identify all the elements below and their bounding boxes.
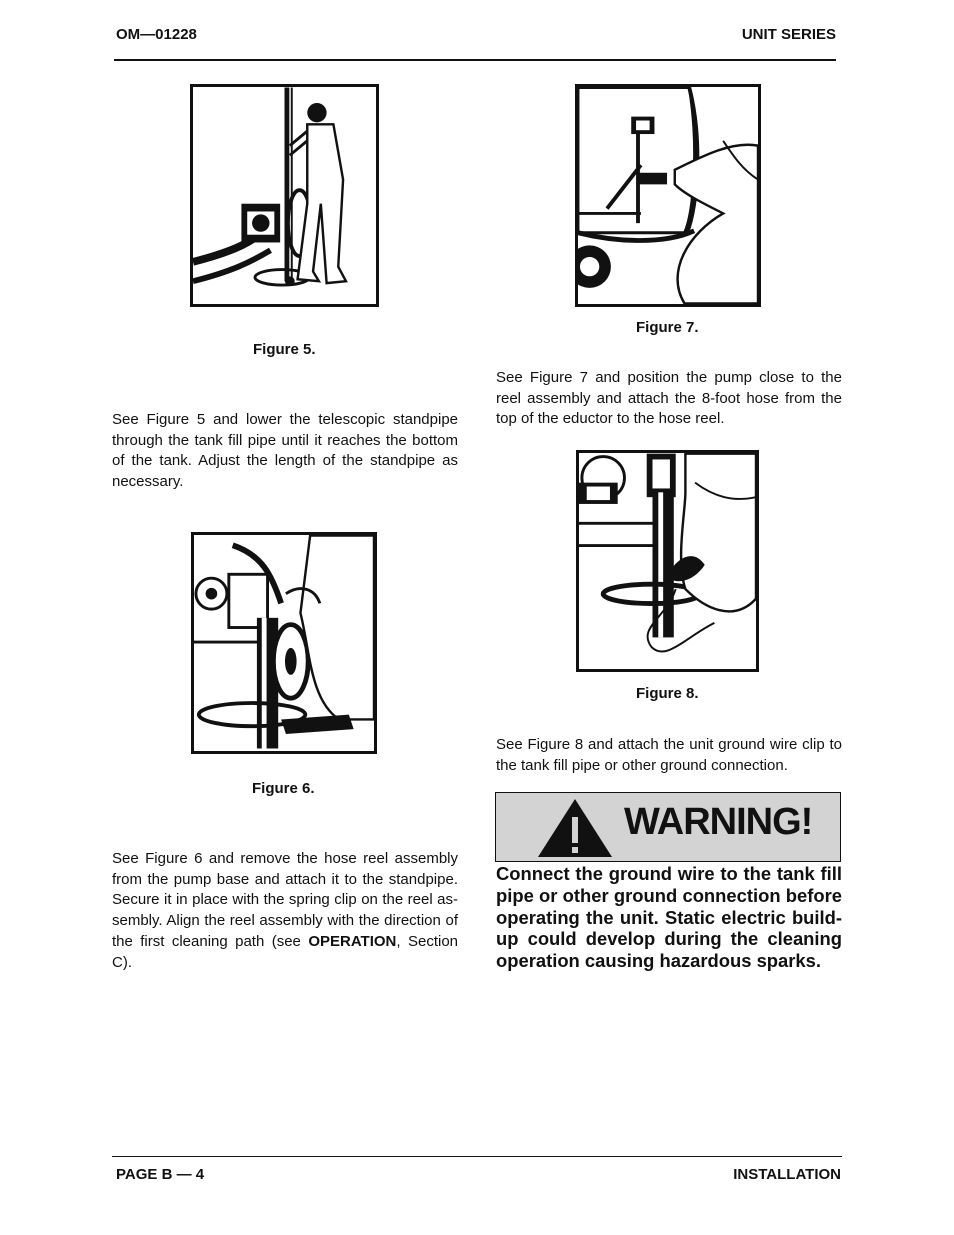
figure-5-image [190, 84, 379, 307]
unit-series: UNIT SERIES [741, 26, 836, 43]
figure-6-caption: Figure 6. [252, 780, 315, 797]
figure-7-illustration [578, 87, 758, 304]
section-name: INSTALLATION [733, 1166, 841, 1183]
figure-8-caption: Figure 8. [636, 685, 699, 702]
figure-7-caption: Figure 7. [636, 319, 699, 336]
figure-6-illustration [194, 535, 374, 751]
paragraph-standpipe: See Figure 5 and lower the telescopic standpipe through the tank fill pipe until it reaches the bottom of the tank. Adjust the length of the standpipe as necessary. [112, 411, 458, 491]
figure-7-image [575, 84, 761, 307]
figure-6-image [191, 532, 377, 754]
warning-triangle-icon [536, 797, 614, 859]
hose-reel-text-c: , Section C). [112, 932, 458, 971]
warning-title: WARNING! [624, 801, 813, 843]
hose-reel-text-a: See Figure 6 and remove the hose reel assembly from the pump base and attach it to the standpipe. Secure it in place with the spring clip on the reel assembly. Align the reel assembly with the direction of the first cleaning path (see [112, 850, 458, 950]
figure-8-image [576, 450, 759, 672]
warning-banner [495, 792, 841, 862]
figure-5-caption: Figure 5. [253, 341, 316, 358]
paragraph-ground-wire: See Figure 8 and attach the unit ground wire clip to the tank fill pipe or other ground connection. [496, 736, 842, 774]
operation-reference: OPERATION [308, 932, 397, 950]
figure-5-illustration [193, 87, 376, 304]
footer-rule [112, 1156, 842, 1157]
paragraph-hose-reel [112, 849, 458, 973]
header-rule [114, 59, 836, 61]
figure-8-illustration [579, 453, 756, 669]
warning-text: Connect the ground wire to the tank fill pipe or other ground connection before operating the unit. Static electric build-up could develop during the cleaning operation causing hazardous sparks. [496, 863, 842, 972]
page-number: PAGE B — 4 [116, 1166, 205, 1183]
paragraph-position-pump: See Figure 7 and position the pump close to the reel assembly and attach the 8-foot hose from the top of the eductor to the hose reel. [496, 369, 842, 428]
document-id: OM—01228 [116, 26, 197, 43]
